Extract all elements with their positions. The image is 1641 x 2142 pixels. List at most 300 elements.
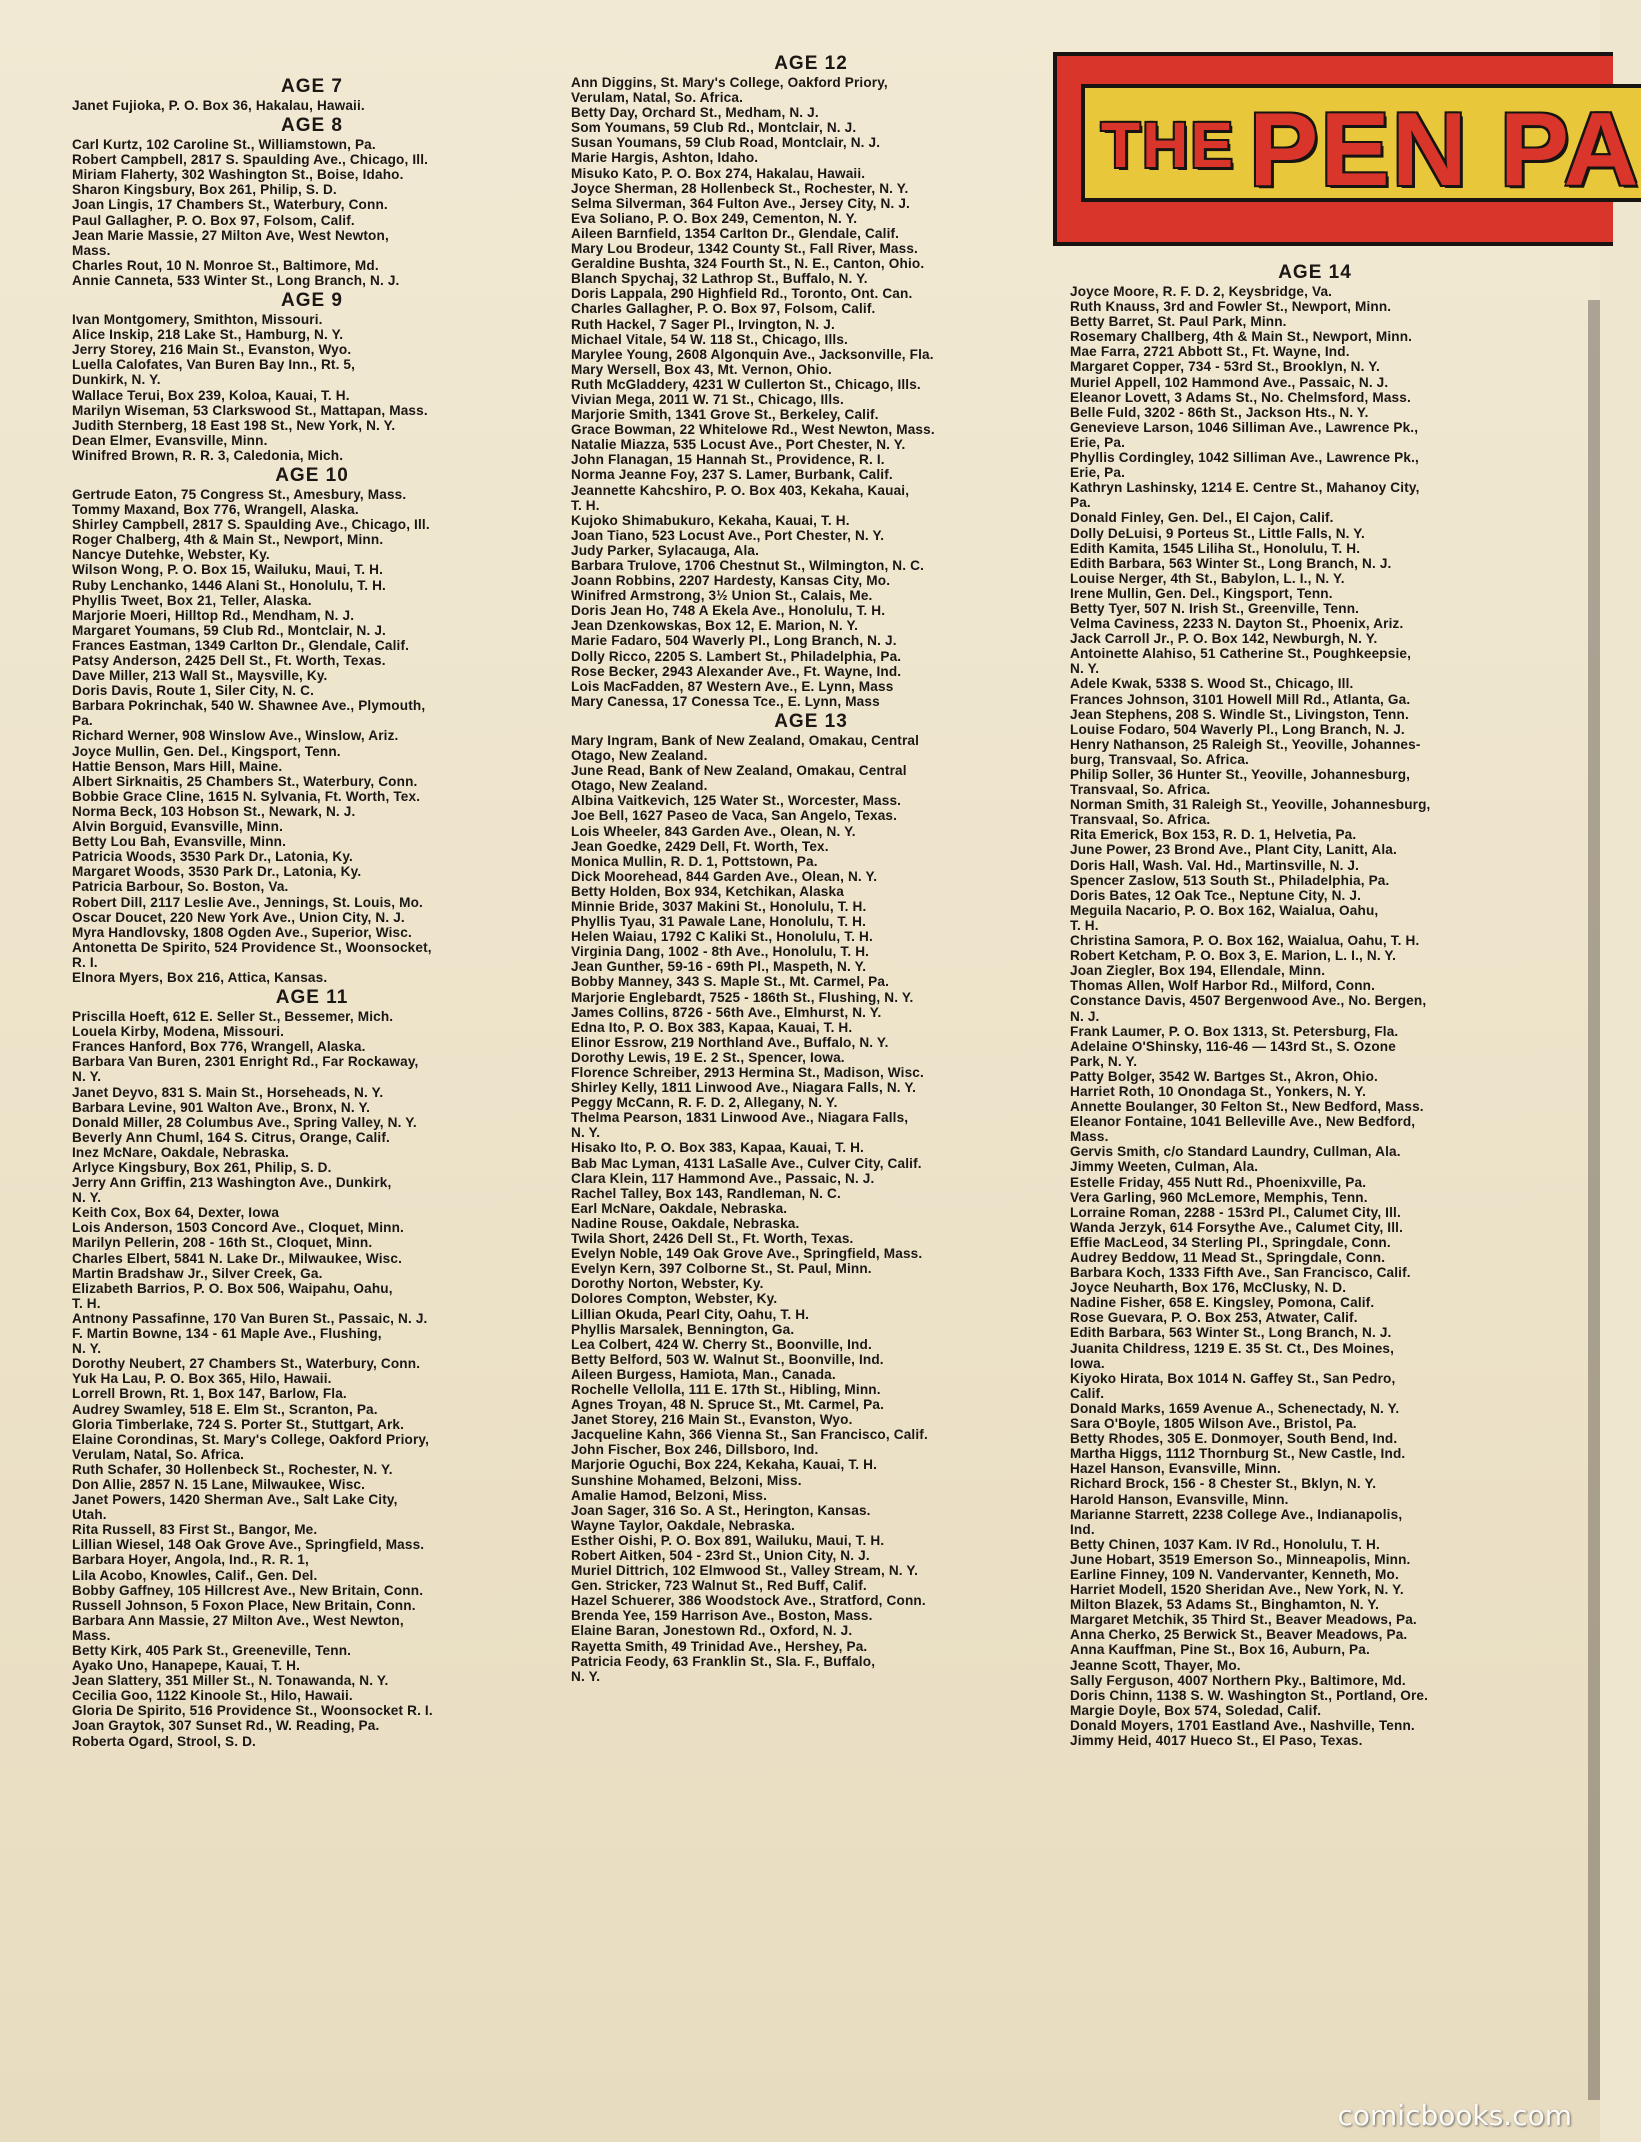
pen-pal-entry: Susan Youmans, 59 Club Road, Montclair, N. J. [571, 135, 881, 151]
pen-pal-entry: T. H. [1070, 917, 1099, 933]
pen-pal-entry: Mass. [72, 1627, 111, 1643]
pen-pal-entry: Audrey Beddow, 11 Mead St., Springdale, Conn. [1070, 1250, 1386, 1265]
pen-pal-entry: Jeanne Scott, Thayer, Mo. [1070, 1657, 1241, 1673]
pen-pal-entry: Rita Russell, 83 First St., Bangor, Me. [72, 1522, 318, 1538]
pen-pal-entry: Mary Ingram, Bank of New Zealand, Omakau, Central [571, 732, 920, 748]
age-heading: AGE 13 [774, 710, 848, 732]
pen-pal-entry: Betty Holden, Box 934, Ketchikan, Alaska [571, 883, 844, 899]
pen-pal-entry: Russell Johnson, 5 Foxon Place, New Britain, Conn. [72, 1597, 416, 1613]
pen-pal-entry: Norma Jeanne Foy, 237 S. Lamer, Burbank, Calif. [571, 467, 893, 483]
pen-pal-entry: Estelle Friday, 455 Nutt Rd., Phoenixville, Pa. [1070, 1174, 1367, 1190]
pen-pal-entry: Wallace Terui, Box 239, Koloa, Kauai, T. H. [72, 387, 350, 403]
pen-pal-entry: Misuko Kato, P. O. Box 274, Hakalau, Hawaii. [571, 165, 866, 181]
pen-pal-entry: Harold Hanson, Evansville, Minn. [1070, 1491, 1289, 1507]
pen-pal-entry: Martha Higgs, 1112 Thornburg St., New Castle, Ind. [1070, 1446, 1406, 1462]
pen-pal-entry: Doris Davis, Route 1, Siler City, N. C. [72, 683, 315, 699]
pen-pal-entry: Don Allie, 2857 N. 15 Lane, Milwaukee, Wisc. [72, 1476, 366, 1492]
pen-pal-entry: Joan Lingis, 17 Chambers St., Waterbury, Conn. [72, 197, 388, 213]
pen-pal-entry: Virginia Dang, 1002 - 8th Ave., Honolulu, T. H. [571, 944, 870, 960]
pen-pal-entry: Joan Tiano, 523 Locust Ave., Port Chester, N. Y. [571, 527, 885, 543]
pen-pal-entry: Lillian Okuda, Pearl City, Oahu, T. H. [571, 1306, 810, 1322]
pen-pal-entry: Joan Graytok, 307 Sunset Rd., W. Reading, Pa. [72, 1718, 380, 1734]
pen-pal-entry: N. Y. [72, 1341, 102, 1357]
pen-pal-entry: Velma Caviness, 2233 N. Dayton St., Phoenix, Ariz. [1070, 616, 1404, 632]
pen-pal-entry: Blanch Spychaj, 32 Lathrop St., Buffalo, N. Y. [571, 271, 868, 287]
pen-pal-entry: Vera Garling, 960 McLemore, Memphis, Tenn. [1070, 1189, 1368, 1205]
watermark: comicbooks.com [1337, 2099, 1572, 2132]
pen-pal-entry: Dolores Compton, Webster, Ky. [571, 1291, 778, 1307]
pen-pal-entry: Geraldine Bushta, 324 Fourth St., N. E., Canton, Ohio. [571, 256, 925, 272]
pen-pal-entry: Dean Elmer, Evansville, Minn. [72, 432, 268, 448]
column-2 [571, 51, 1051, 1684]
age-heading: AGE 12 [774, 53, 848, 74]
pen-pal-entry: Janet Storey, 216 Main St., Evanston, Wyo. [571, 1412, 853, 1428]
pen-pal-entry: Gertrude Eaton, 75 Congress St., Amesbury, Mass. [72, 486, 407, 502]
pen-pal-entry: R. I. [72, 954, 98, 970]
pen-pal-entry: Evelyn Kern, 397 Colborne St., St. Paul, Minn. [571, 1261, 872, 1277]
pen-pal-entry: Dunkirk, N. Y. [72, 372, 161, 388]
pen-pal-entry: Barbara Koch, 1333 Fifth Ave., San Francisco, Calif. [1070, 1265, 1411, 1281]
pen-pal-entry: Elaine Corondinas, St. Mary's College, Oakford Priory, [72, 1431, 430, 1447]
pen-pal-entry: Rose Guevara, P. O. Box 253, Atwater, Calif. [1070, 1310, 1358, 1326]
pen-pal-entry: Evelyn Noble, 149 Oak Grove Ave., Springfield, Mass. [571, 1246, 923, 1262]
banner-title [1101, 84, 1641, 211]
age-heading: AGE 9 [280, 290, 344, 312]
pen-pal-entry: N. Y. [1070, 661, 1100, 677]
pen-pal-entry: Anna Kauffman, Pine St., Box 16, Auburn, Pa. [1070, 1642, 1370, 1658]
pen-pal-entry: Calif. [1070, 1385, 1105, 1401]
pen-pal-entry: Barbara Trulove, 1706 Chestnut St., Wilmington, N. C. [571, 558, 925, 573]
pen-pal-entry: Dorothy Lewis, 19 E. 2 St., Spencer, Iowa. [571, 1049, 845, 1065]
pen-pal-entry: Jacqueline Kahn, 366 Vienna St., San Francisco, Calif. [571, 1427, 928, 1443]
column-1 [72, 74, 552, 1749]
pen-pal-entry: Donald Finley, Gen. Del., El Cajon, Calif. [1070, 510, 1334, 526]
pen-pal-entry: Spencer Zaslow, 513 South St., Philadelphia, Pa. [1070, 872, 1390, 888]
pen-pal-entry: Monica Mullin, R. D. 1, Pottstown, Pa. [571, 853, 818, 869]
pen-pal-entry: F. Martin Bowne, 134 - 61 Maple Ave., Flushing, [72, 1326, 382, 1342]
pen-pal-entry: Charles Elbert, 5841 N. Lake Dr., Milwaukee, Wisc. [72, 1250, 402, 1266]
pen-pal-entry: Kiyoko Hirata, Box 1014 N. Gaffey St., San Pedro, [1070, 1370, 1396, 1386]
age-heading: AGE 14 [1278, 262, 1352, 283]
pen-pal-entry: Margaret Youmans, 59 Club Rd., Montclair, N. J. [72, 622, 386, 638]
pen-pal-entry: Thelma Pearson, 1831 Linwood Ave., Niagara Falls, [571, 1110, 909, 1126]
pen-pal-entry: Shirley Kelly, 1811 Linwood Ave., Niagara Falls, N. Y. [571, 1080, 917, 1096]
pen-pal-entry: Betty Lou Bah, Evansville, Minn. [72, 834, 287, 850]
pen-pal-entry: Frances Hanford, Box 776, Wrangell, Alaska. [72, 1039, 366, 1055]
pen-pal-entry: Marie Hargis, Ashton, Idaho. [571, 150, 759, 166]
pen-pal-entry: Roger Chalberg, 4th & Main St., Newport, Minn. [72, 532, 384, 548]
pen-pal-entry: Joyce Mullin, Gen. Del., Kingsport, Tenn. [72, 743, 341, 759]
pen-pal-entry: Mary Wersell, Box 43, Mt. Vernon, Ohio. [571, 361, 832, 377]
pen-pal-entry: Hazel Schuerer, 386 Woodstock Ave., Stratford, Conn. [571, 1593, 926, 1609]
pen-pal-entry: Frances Johnson, 3101 Howell Mill Rd., Atlanta, Ga. [1070, 691, 1411, 707]
banner-pen-pals: PEN PA [1249, 92, 1641, 208]
pen-pal-entry: Harriet Modell, 1520 Sheridan Ave., New York, N. Y. [1070, 1582, 1404, 1598]
pen-pal-entry: Joann Robbins, 2207 Hardesty, Kansas City, Mo. [571, 573, 891, 589]
age-heading: AGE 8 [280, 115, 344, 137]
pen-pal-entry: Keith Cox, Box 64, Dexter, Iowa [72, 1205, 280, 1221]
pen-pal-entry: Joyce Sherman, 28 Hollenbeck St., Rochester, N. Y. [571, 180, 909, 196]
pen-pal-entry: Oscar Doucet, 220 New York Ave., Union City, N. J. [72, 909, 405, 925]
pen-pal-entry: Ruth McGladdery, 4231 W Cullerton St., Chicago, Ills. [571, 376, 921, 392]
pen-pal-entry: Iowa. [1070, 1355, 1105, 1371]
pen-pal-entry: Earline Finney, 109 N. Vandervanter, Kenneth, Mo. [1070, 1566, 1399, 1582]
pen-pal-entry: Gloria De Spirito, 516 Providence St., Woonsocket R. I. [72, 1703, 433, 1719]
pen-pal-entry: Milton Blazek, 53 Adams St., Binghamton, N. Y. [1070, 1597, 1380, 1613]
pen-pal-entry: Wanda Jerzyk, 614 Forsythe Ave., Calumet City, Ill. [1070, 1219, 1404, 1235]
pen-pal-entry: Philip Soller, 36 Hunter St., Yeoville, Johannesburg, [1070, 767, 1411, 782]
pen-pal-entry: Hattie Benson, Mars Hill, Maine. [72, 758, 283, 774]
pen-pal-entry: Betty Day, Orchard St., Medham, N. J. [571, 105, 819, 121]
pen-pal-entry: Helen Waiau, 1792 C Kaliki St., Honolulu, T. H. [571, 929, 873, 945]
pen-pal-entry: Erie, Pa. [1070, 434, 1126, 450]
age-heading: AGE 10 [275, 464, 349, 486]
pen-pal-entry: Marjorie Englebardt, 7525 - 186th St., Flushing, N. Y. [571, 989, 914, 1005]
pen-pal-entry: Doris Jean Ho, 748 A Ekela Ave., Honolulu, T. H. [571, 603, 886, 619]
pen-pal-entry: Verulam, Natal, So. Africa. [72, 1446, 245, 1462]
pen-pal-entry: Bobby Gaffney, 105 Hillcrest Ave., New Britain, Conn. [72, 1582, 424, 1598]
pen-pals-banner [1053, 52, 1641, 246]
pen-pal-entry: Jean Goedke, 2429 Dell, Ft. Worth, Tex. [571, 838, 829, 854]
pen-pal-entry: Gen. Stricker, 723 Walnut St., Red Buff, Calif. [571, 1578, 867, 1594]
pen-pal-entry: Pa. [72, 713, 93, 729]
pen-pal-entry: Amalie Hamod, Belzoni, Miss. [571, 1487, 768, 1503]
pen-pal-entry: Marjorie Oguchi, Box 224, Kekaha, Kauai, T. H. [571, 1457, 878, 1473]
pen-pal-entry: Patty Bolger, 3542 W. Bartges St., Akron, Ohio. [1070, 1068, 1378, 1084]
pen-pal-entry: Wilson Wong, P. O. Box 15, Wailuku, Maui, T. H. [72, 562, 384, 578]
pen-pal-entry: N. Y. [72, 1190, 102, 1206]
pen-pal-entry: June Power, 23 Brond Ave., Plant City, Lanitt, Ala. [1070, 842, 1397, 858]
pen-pal-entry: Lea Colbert, 424 W. Cherry St., Boonville, Ind. [571, 1336, 872, 1352]
pen-pal-entry: Muriel Dittrich, 102 Elmwood St., Valley Stream, N. Y. [571, 1563, 919, 1579]
pen-pal-entry: Annie Canneta, 533 Winter St., Long Branch, N. J. [72, 272, 400, 288]
pen-pal-entry: Barbara Levine, 901 Walton Ave., Bronx, N. Y. [72, 1099, 371, 1115]
pen-pal-entry: James Collins, 8726 - 56th Ave., Elmhurst, N. Y. [571, 1004, 882, 1020]
pen-pal-entry: Minnie Bride, 3037 Makini St., Honolulu, T. H. [571, 898, 867, 914]
pen-pal-entry: Janet Fujioka, P. O. Box 36, Hakalau, Hawaii. [72, 98, 365, 113]
pen-pal-entry: Joe Bell, 1627 Paseo de Vaca, San Angelo, Texas. [571, 808, 898, 824]
pen-pal-entry: Aileen Barnfield, 1354 Carlton Dr., Glendale, Calif. [571, 225, 900, 241]
pen-pal-entry: Sally Ferguson, 4007 Northern Pky., Baltimore, Md. [1070, 1672, 1406, 1688]
pen-pal-entry: Alice Inskip, 218 Lake St., Hamburg, N. Y. [72, 327, 344, 343]
pen-pal-entry: Lillian Wiesel, 148 Oak Grove Ave., Springfield, Mass. [72, 1537, 425, 1553]
pen-pal-entry: Jack Carroll Jr., P. O. Box 142, Newburgh, N. Y. [1070, 631, 1378, 647]
pen-pal-entry: N. Y. [72, 1069, 102, 1085]
pen-pal-entry: Albina Vaitkevich, 125 Water St., Worcester, Mass. [571, 793, 902, 809]
pen-pal-entry: Ayako Uno, Hanapepe, Kauai, T. H. [72, 1658, 301, 1674]
pen-pal-entry: Barbara Hoyer, Angola, Ind., R. R. 1, [72, 1552, 309, 1568]
pen-pal-entry: June Hobart, 3519 Emerson So., Minneapolis, Minn. [1070, 1551, 1411, 1567]
pen-pal-entry: Priscilla Hoeft, 612 E. Seller St., Bessemer, Mich. [72, 1009, 394, 1025]
pen-pal-entry: Vivian Mega, 2011 W. 71 St., Chicago, Ills. [571, 391, 844, 407]
pen-pal-entry: Anna Cherko, 25 Berwick St., Beaver Meadows, Pa. [1070, 1627, 1408, 1643]
pen-pal-entry: Betty Tyer, 507 N. Irish St., Greenville, Tenn. [1070, 600, 1360, 616]
pen-pal-entry: Effie MacLeod, 34 Sterling Pl., Springdale, Conn. [1070, 1234, 1391, 1250]
pen-pal-entry: Kujoko Shimabukuro, Kekaha, Kauai, T. H. [571, 512, 850, 528]
pen-pal-entry: Lois Anderson, 1503 Concord Ave., Cloquet, Minn. [72, 1220, 404, 1236]
pen-pal-entry: Margaret Metchik, 35 Third St., Beaver Meadows, Pa. [1070, 1612, 1417, 1628]
pen-pal-entry: Park, N. Y. [1070, 1053, 1138, 1069]
pen-pal-entry: Robert Ketcham, P. O. Box 3, E. Marion, L. I., N. Y. [1070, 948, 1397, 964]
pen-pal-entry: Nancye Dutehke, Webster, Ky. [72, 547, 270, 563]
banner-the: THE [1101, 109, 1235, 181]
pen-pal-entry: Phyllis Marsalek, Bennington, Ga. [571, 1321, 795, 1337]
pen-pal-entry: Phyllis Cordingley, 1042 Silliman Ave., Lawrence Pk., [1070, 450, 1419, 466]
pen-pal-entry: Gloria Timberlake, 724 S. Porter St., Stuttgart, Ark. [72, 1416, 405, 1432]
pen-pal-entry: Rose Becker, 2943 Alexander Ave., Ft. Wayne, Ind. [571, 663, 902, 679]
pen-pal-entry: Edna Ito, P. O. Box 383, Kapaa, Kauai, T. H. [571, 1019, 853, 1035]
pen-pal-entry: Albert Sirknaitis, 25 Chambers St., Waterbury, Conn. [72, 773, 418, 789]
pen-pal-entry: Elinor Essrow, 219 Northland Ave., Buffalo, N. Y. [571, 1034, 889, 1050]
pen-pal-entry: Rochelle Vellolla, 111 E. 17th St., Hibling, Minn. [571, 1381, 881, 1397]
pen-pal-entry: Cecilia Goo, 1122 Kinoole St., Hilo, Hawaii. [72, 1688, 353, 1704]
pen-pal-entry: Patricia Woods, 3530 Park Dr., Latonia, Ky. [72, 849, 353, 865]
pen-pal-entry: Patricia Barbour, So. Boston, Va. [72, 879, 289, 895]
pen-pal-entry: Betty Barret, St. Paul Park, Minn. [1070, 314, 1287, 330]
pen-pal-entry: Natalie Miazza, 535 Locust Ave., Port Chester, N. Y. [571, 437, 906, 453]
pen-pal-entry: Dorothy Neubert, 27 Chambers St., Waterbury, Conn. [72, 1356, 421, 1372]
pen-pal-entry: Eleanor Lovett, 3 Adams St., No. Chelmsford, Mass. [1070, 389, 1411, 405]
pen-pal-entry: Luella Calofates, Van Buren Bay Inn., Rt. 5, [72, 357, 356, 373]
pen-pal-entry: Otago, New Zealand. [571, 778, 708, 794]
pen-pal-entry: Richard Brock, 156 - 8 Chester St., Bklyn, N. Y. [1070, 1476, 1377, 1492]
pen-pal-entry: Mary Lou Brodeur, 1342 County St., Fall River, Mass. [571, 241, 918, 257]
pen-pal-entry: Bobbie Grace Cline, 1615 N. Sylvania, Ft. Worth, Tex. [72, 788, 421, 804]
pen-pal-entry: Esther Oishi, P. O. Box 891, Wailuku, Maui, T. H. [571, 1532, 885, 1548]
pen-pal-entry: Donald Moyers, 1701 Eastland Ave., Nashville, Tenn. [1070, 1717, 1415, 1733]
pen-pal-entry: Sara O'Boyle, 1805 Wilson Ave., Bristol, Pa. [1070, 1416, 1357, 1432]
pen-pal-entry: Pa. [1070, 495, 1091, 511]
pen-pal-entry: Phyllis Tweet, Box 21, Teller, Alaska. [72, 592, 312, 608]
pen-pal-entry: Dave Miller, 213 Wall St., Maysville, Ky. [72, 668, 328, 684]
pen-pal-entry: Belle Fuld, 3202 - 86th St., Jackson Hts., N. Y. [1070, 404, 1369, 420]
pen-pal-entry: Kathryn Lashinsky, 1214 E. Centre St., Mahanoy City, [1070, 480, 1420, 496]
pen-pal-entry: Judy Parker, Sylacauga, Ala. [571, 542, 760, 558]
pen-pal-entry: Yuk Ha Lau, P. O. Box 365, Hilo, Hawaii. [72, 1371, 332, 1387]
pen-pal-entry: Roberta Ogard, Strool, S. D. [72, 1733, 256, 1749]
pen-pal-entry: Beverly Ann Chuml, 164 S. Citrus, Orange, Calif. [72, 1129, 390, 1145]
pen-pal-entry: Edith Barbara, 563 Winter St., Long Branch, N. J. [1070, 1325, 1392, 1341]
pen-pal-entry: Joan Ziegler, Box 194, Ellendale, Minn. [1070, 963, 1326, 979]
pen-pal-entry: Adelaine O'Shinsky, 116-46 — 143rd St., S. Ozone [1070, 1038, 1396, 1054]
pen-pal-entry: Agnes Troyan, 48 N. Spruce St., Mt. Carmel, Pa. [571, 1397, 885, 1413]
pen-pal-entry: Thomas Allen, Wolf Harbor Rd., Milford, Conn. [1070, 978, 1376, 994]
pen-pal-entry: Frances Eastman, 1349 Carlton Dr., Glendale, Calif. [72, 637, 410, 653]
pen-pal-entry: Myra Handlovsky, 1808 Ogden Ave., Superior, Wisc. [72, 924, 412, 940]
pen-pal-entry: Louise Fodaro, 504 Waverly Pl., Long Branch, N. J. [1070, 721, 1405, 737]
pen-pal-entry: Donald Miller, 28 Columbus Ave., Spring Valley, N. Y. [72, 1114, 417, 1130]
pen-pal-entry: Dolly DeLuisi, 9 Porteus St., Little Falls, N. Y. [1070, 525, 1365, 541]
pen-pal-entry: Phyllis Tyau, 31 Pawale Lane, Honolulu, T. H. [571, 914, 867, 930]
pen-pal-entry: Carl Kurtz, 102 Caroline St., Williamstown, Pa. [72, 137, 376, 153]
pen-pal-entry: Elaine Baran, Jonestown Rd., Oxford, N. J. [571, 1623, 853, 1639]
pen-pal-entry: Charles Rout, 10 N. Monroe St., Baltimore, Md. [72, 257, 379, 273]
pen-pal-entry: Doris Bates, 12 Oak Tce., Neptune City, N. J. [1070, 887, 1362, 903]
pen-pal-entry: Lois MacFadden, 87 Western Ave., E. Lynn, Mass [571, 678, 894, 694]
pen-pal-entry: Joan Sager, 316 So. A St., Herington, Kansas. [571, 1502, 871, 1518]
pen-pal-entry: Eleanor Fontaine, 1041 Belleville Ave., New Bedford, [1070, 1114, 1416, 1130]
pen-pal-entry: Mass. [72, 242, 111, 258]
pen-pal-entry: Dick Moorehead, 844 Garden Ave., Olean, N. Y. [571, 868, 878, 884]
pen-pal-entry: Barbara Van Buren, 2301 Enright Rd., Far Rockaway, [72, 1054, 419, 1070]
pen-pal-entry: Constance Davis, 4507 Bergenwood Ave., No. Bergen, [1070, 993, 1427, 1009]
pen-pal-entry: Ruth Schafer, 30 Hollenbeck St., Rochester, N. Y. [72, 1461, 393, 1477]
pen-pal-entry: Betty Rhodes, 305 E. Donmoyer, South Bend, Ind. [1070, 1431, 1398, 1447]
pen-pal-entry: Marie Fadaro, 504 Waverly Pl., Long Branch, N. J. [571, 633, 897, 649]
pen-pal-entry: June Read, Bank of New Zealand, Omakau, Central [571, 763, 907, 779]
pen-pal-entry: Ann Diggins, St. Mary's College, Oakford Priory, [571, 75, 888, 90]
pen-pal-entry: Nadine Rouse, Oakdale, Nebraska. [571, 1215, 800, 1231]
pen-pal-entry: Janet Deyvo, 831 S. Main St., Horseheads, N. Y. [72, 1084, 384, 1100]
pen-pal-entry: Winifred Armstrong, 3½ Union St., Calais, Me. [571, 588, 873, 604]
pen-pal-entry: Henry Nathanson, 25 Raleigh St., Yeoville, Johannes- [1070, 736, 1421, 752]
pen-pal-entry: Mass. [1070, 1129, 1109, 1145]
pen-pal-entry: Barbara Ann Massie, 27 Milton Ave., West Newton, [72, 1612, 404, 1628]
pen-pal-entry: Clara Klein, 117 Hammond Ave., Passaic, N. J. [571, 1170, 875, 1186]
pen-pal-entry: Norman Smith, 31 Raleigh St., Yeoville, Johannesburg, [1070, 797, 1431, 813]
pen-pal-entry: Jeannette Kahcshiro, P. O. Box 403, Kekaha, Kauai, [571, 482, 910, 498]
pen-pal-entry: Doris Chinn, 1138 S. W. Washington St., Portland, Ore. [1070, 1687, 1429, 1703]
pen-pal-entry: Marianne Starrett, 2238 College Ave., Indianapolis, [1070, 1506, 1403, 1522]
pen-pal-entry: Dolly Ricco, 2205 S. Lambert St., Philadelphia, Pa. [571, 648, 902, 664]
age-heading: AGE 11 [275, 987, 349, 1009]
pen-pal-entry: Mary Canessa, 17 Conessa Tce., E. Lynn, Mass [571, 693, 880, 709]
pen-pal-entry: Janet Powers, 1420 Sherman Ave., Salt Lake City, [72, 1492, 398, 1508]
pen-pal-entry: Shirley Campbell, 2817 S. Spaulding Ave., Chicago, Ill. [72, 517, 430, 533]
pen-pal-entry: Adele Kwak, 5338 S. Wood St., Chicago, Ill. [1070, 676, 1354, 692]
pen-pal-entry: Inez McNare, Oakdale, Nebraska. [72, 1144, 289, 1160]
pen-pal-entry: Selma Silverman, 364 Fulton Ave., Jersey City, N. J. [571, 195, 910, 211]
pen-pal-entry: Transvaal, So. Africa. [1070, 812, 1211, 828]
pen-pal-entry: Richard Werner, 908 Winslow Ave., Winslow, Ariz. [72, 728, 399, 744]
pen-pal-entry: Margaret Woods, 3530 Park Dr., Latonia, Ky. [72, 864, 362, 880]
pen-pal-entry: Gervis Smith, c/o Standard Laundry, Cullman, Ala. [1070, 1144, 1401, 1160]
pen-pal-entry: Audrey Swamley, 518 E. Elm St., Scranton, Pa. [72, 1401, 378, 1417]
pen-pal-entry: Antonetta De Spirito, 524 Providence St., Woonsocket, [72, 939, 432, 955]
pen-pal-entry: Joyce Moore, R. F. D. 2, Keysbridge, Va. [1070, 284, 1333, 299]
column-3 [1070, 263, 1560, 1748]
pen-pal-entry: Jean Stephens, 208 S. Windle St., Livingston, Tenn. [1070, 706, 1409, 722]
pen-pal-entry: Winifred Brown, R. R. 3, Caledonia, Mich. [72, 447, 344, 463]
pen-pal-entry: Rachel Talley, Box 143, Randleman, N. C. [571, 1185, 841, 1201]
pen-pal-entry: Hisako Ito, P. O. Box 383, Kapaa, Kauai, T. H. [571, 1140, 864, 1156]
pen-pal-entry: Transvaal, So. Africa. [1070, 782, 1211, 798]
pen-pal-entry: Rosemary Challberg, 4th & Main St., Newport, Minn. [1070, 329, 1413, 345]
pen-pal-entry: Som Youmans, 59 Club Rd., Montclair, N. J. [571, 120, 857, 136]
pen-pal-entry: Bab Mac Lyman, 4131 LaSalle Ave., Culver City, Calif. [571, 1155, 922, 1171]
pen-pal-entry: Barbara Pokrinchak, 540 W. Shawnee Ave., Plymouth, [72, 698, 426, 714]
pen-pal-entry: Miriam Flaherty, 302 Washington St., Boise, Idaho. [72, 167, 404, 183]
pen-pal-entry: Hazel Hanson, Evansville, Minn. [1070, 1461, 1281, 1477]
pen-pal-entry: Annette Boulanger, 30 Felton St., New Bedford, Mass. [1070, 1099, 1424, 1115]
pen-pal-entry: Lila Acobo, Knowles, Calif., Gen. Del. [72, 1567, 318, 1583]
pen-pal-entry: Ruth Knauss, 3rd and Fowler St., Newport, Minn. [1070, 299, 1392, 315]
pen-pal-entry: Rita Emerick, Box 153, R. D. 1, Helvetia, Pa. [1070, 827, 1357, 843]
pen-pal-entry: Eva Soliano, P. O. Box 249, Cementon, N. Y. [571, 210, 858, 226]
pen-pal-entry: Sharon Kingsbury, Box 261, Philip, S. D. [72, 182, 337, 198]
pen-pal-entry: Tommy Maxand, Box 776, Wrangell, Alaska. [72, 502, 359, 518]
pen-pal-entry: Peggy McCann, R. F. D. 2, Allegany, N. Y. [571, 1095, 838, 1111]
pen-pal-entry: Robert Aitken, 504 - 23rd St., Union City, N. J. [571, 1548, 870, 1563]
pen-pal-entry: Jerry Storey, 216 Main St., Evanston, Wyo. [72, 342, 352, 358]
pen-pal-entry: Grace Bowman, 22 Whitelowe Rd., West Newton, Mass. [571, 422, 935, 438]
pen-pal-entry: Muriel Appell, 102 Hammond Ave., Passaic, N. J. [1070, 374, 1389, 390]
pen-pal-entry: Lorraine Roman, 2288 - 153rd Pl., Calumet City, Ill. [1070, 1204, 1401, 1220]
pen-pal-entry: Norma Beck, 103 Hobson St., Newark, N. J. [72, 803, 356, 819]
pen-pal-entry: John Fischer, Box 246, Dillsboro, Ind. [571, 1442, 819, 1458]
pen-pal-entry: Jean Gunther, 59-16 - 69th Pl., Maspeth, N. Y. [571, 959, 867, 975]
pen-pal-entry: Margie Doyle, Box 574, Soledad, Calif. [1070, 1702, 1322, 1718]
pen-pal-entry: Twila Short, 2426 Dell St., Ft. Worth, Texas. [571, 1231, 854, 1247]
pen-pal-entry: Mae Farra, 2721 Abbott St., Ft. Wayne, Ind. [1070, 344, 1350, 360]
pen-pal-entry: Juanita Childress, 1219 E. 35 St. Ct., Des Moines, [1070, 1340, 1395, 1356]
pen-pal-entry: Ivan Montgomery, Smithton, Missouri. [72, 312, 323, 328]
pen-pal-entry: Robert Dill, 2117 Leslie Ave., Jennings, St. Louis, Mo. [72, 894, 423, 910]
pen-pal-entry: Harriet Roth, 10 Onondaga St., Yonkers, N. Y. [1070, 1083, 1367, 1099]
pen-pal-entry: Irene Mullin, Gen. Del., Kingsport, Tenn. [1070, 585, 1333, 601]
pen-pal-entry: Marilyn Pellerin, 208 - 16th St., Cloquet, Minn. [72, 1235, 373, 1251]
pen-pal-entry: John Flanagan, 15 Hannah St., Providence, R. I. [571, 452, 885, 468]
pen-pal-entry: Ind. [1070, 1521, 1095, 1537]
pen-pal-entry: Marjorie Smith, 1341 Grove St., Berkeley, Calif. [571, 407, 879, 423]
pen-pal-entry: Utah. [72, 1507, 107, 1523]
pen-pal-entry: Jean Dzenkowskas, Box 12, E. Marion, N. Y. [571, 618, 859, 634]
pen-pal-entry: Florence Schreiber, 2913 Hermina St., Madison, Wisc. [571, 1065, 924, 1080]
pen-pal-entry: Edith Barbara, 563 Winter St., Long Branch, N. J. [1070, 555, 1392, 571]
pen-pal-entry: Doris Lappala, 290 Highfield Rd., Toronto, Ont. Can. [571, 286, 913, 302]
pen-pal-entry: Arlyce Kingsbury, Box 261, Philip, S. D. [72, 1160, 332, 1175]
pen-pal-entry: Robert Campbell, 2817 S. Spaulding Ave., Chicago, Ill. [72, 152, 429, 168]
age-heading: AGE 7 [280, 76, 344, 97]
pen-pal-entry: Christina Samora, P. O. Box 162, Waialua, Oahu, T. H. [1070, 933, 1420, 949]
pen-pal-entry: Judith Sternberg, 18 East 198 St., New York, N. Y. [72, 417, 396, 433]
pen-pal-entry: Patsy Anderson, 2425 Dell St., Ft. Worth, Texas. [72, 653, 386, 668]
pen-pal-entry: Frank Laumer, P. O. Box 1313, St. Petersburg, Fla. [1070, 1023, 1399, 1039]
pen-pal-entry: Louise Nerger, 4th St., Babylon, L. I., N. Y. [1070, 570, 1345, 586]
pen-pal-entry: Lorrell Brown, Rt. 1, Box 147, Barlow, Fla. [72, 1386, 347, 1402]
pen-pal-entry: Sunshine Mohamed, Belzoni, Miss. [571, 1472, 802, 1488]
pen-pal-entry: Betty Kirk, 405 Park St., Greeneville, Tenn. [72, 1643, 352, 1658]
pen-pal-entry: T. H. [72, 1295, 101, 1311]
pen-pal-entry: Nadine Fisher, 658 E. Kingsley, Pomona, Calif. [1070, 1295, 1375, 1311]
pen-pal-entry: Dorothy Norton, Webster, Ky. [571, 1276, 764, 1292]
pen-pal-entry: burg, Transvaal, So. Africa. [1070, 751, 1249, 767]
pen-pal-entry: Edith Kamita, 1545 Liliha St., Honolulu, T. H. [1070, 540, 1361, 556]
pen-pal-entry: Otago, New Zealand. [571, 748, 708, 764]
pen-pal-entry: Jimmy Heid, 4017 Hueco St., El Paso, Texas. [1070, 1733, 1363, 1748]
pen-pal-entry: Louela Kirby, Modena, Missouri. [72, 1024, 285, 1040]
pen-pal-entry: Elizabeth Barrios, P. O. Box 506, Waipahu, Oahu, [72, 1280, 393, 1296]
pen-pal-entry: Aileen Burgess, Hamiota, Man., Canada. [571, 1366, 836, 1382]
pen-pal-entry: Betty Chinen, 1037 Kam. IV Rd., Honolulu, T. H. [1070, 1536, 1380, 1552]
pen-pal-entry: N. Y. [571, 1125, 601, 1141]
pen-pal-entry: Margaret Copper, 734 - 53rd St., Brooklyn, N. Y. [1070, 359, 1380, 375]
pen-pal-entry: Elnora Myers, Box 216, Attica, Kansas. [72, 969, 328, 985]
pen-pal-entry: Antnony Passafinne, 170 Van Buren St., Passaic, N. J. [72, 1310, 428, 1326]
pen-pal-entry: Martin Bradshaw Jr., Silver Creek, Ga. [72, 1265, 323, 1281]
pen-pal-entry: Antoinette Alahiso, 51 Catherine St., Poughkeepsie, [1070, 646, 1412, 662]
page-edge-shadow [1588, 300, 1600, 2100]
pen-pal-entry: Jean Marie Massie, 27 Milton Ave, West Newton, [72, 227, 389, 243]
pen-pal-entry: T. H. [571, 497, 600, 513]
pen-pal-entry: Marilyn Wiseman, 53 Clarkswood St., Mattapan, Mass. [72, 402, 428, 418]
pen-pal-entry: Patricia Feody, 63 Franklin St., Sla. F., Buffalo, [571, 1653, 876, 1669]
pen-pal-entry: Jimmy Weeten, Culman, Ala. [1070, 1159, 1259, 1175]
banner-inner-panel [1081, 84, 1641, 208]
pen-pal-entry: Meguila Nacario, P. O. Box 162, Waialua, Oahu, [1070, 902, 1379, 918]
pen-pal-entry: Joyce Neuharth, Box 176, McClusky, N. D. [1070, 1280, 1347, 1296]
pen-pal-entry: Alvin Borguid, Evansville, Minn. [72, 819, 284, 835]
